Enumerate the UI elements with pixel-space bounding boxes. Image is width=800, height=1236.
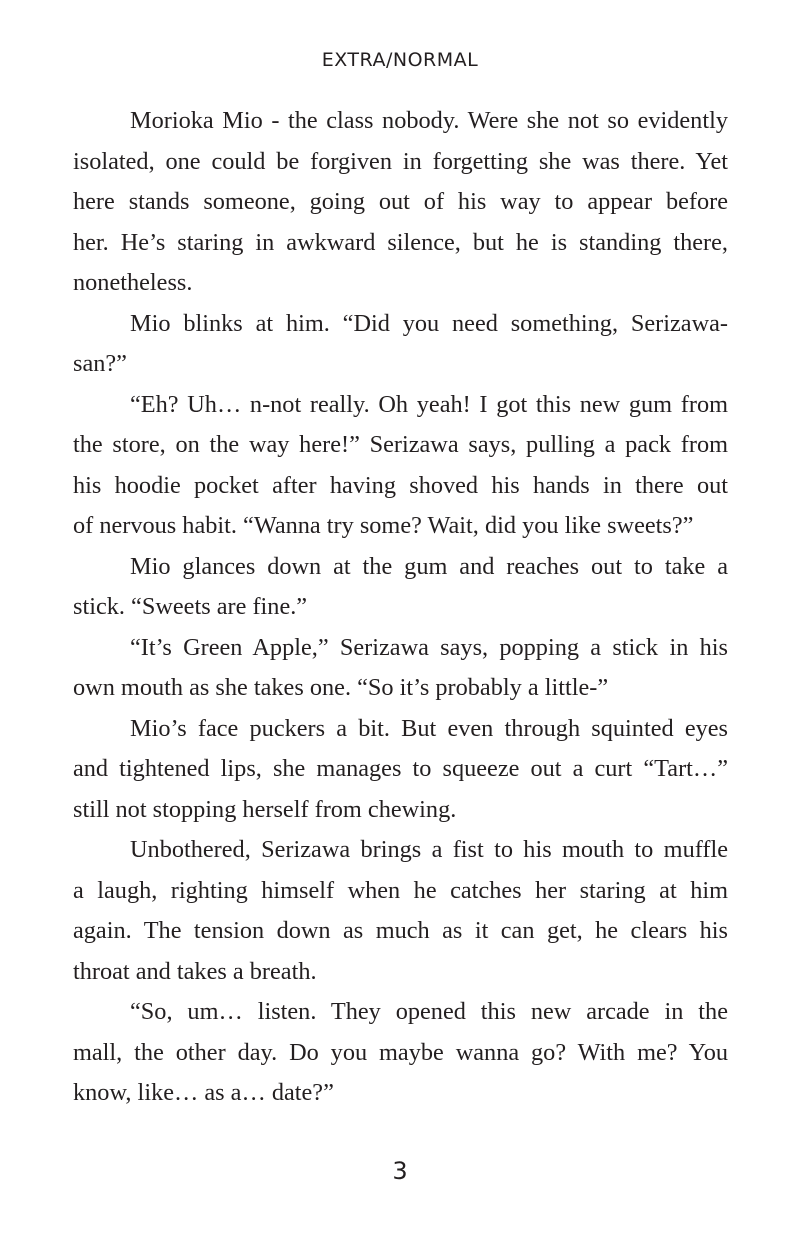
text-line: “Eh? Uh… n-not really. Oh yeah! I got this new gum from	[130, 390, 728, 418]
text-line: still not stopping herself from chewing.	[73, 795, 457, 823]
text-line: own mouth as she takes one. “So it’s probably a little-”	[73, 674, 609, 701]
text-line: stick. “Sweets are fine.”	[73, 593, 308, 620]
text-line: again. The tension down as much as it can get, he clears his	[73, 917, 728, 944]
text-line: her. He’s staring in awkward silence, but he is standing there,	[73, 228, 728, 256]
text-line: the store, on the way here!” Serizawa says, pulling a pack from	[73, 431, 728, 458]
text-line: Mio glances down at the gum and reaches out to take a	[130, 552, 728, 580]
paragraph-2	[73, 304, 728, 385]
text-line: san?”	[73, 350, 127, 377]
page-number: 3	[392, 1157, 408, 1185]
text-line: of nervous habit. “Wanna try some? Wait, did you like sweets?”	[73, 512, 694, 539]
text-line: “It’s Green Apple,” Serizawa says, popping a stick in his	[130, 633, 728, 661]
text-line: here stands someone, going out of his way to appear before	[73, 188, 728, 215]
text-line: his hoodie pocket after having shoved his hands in there out	[73, 471, 728, 499]
text-line: “So, um… listen. They opened this new arcade in the	[130, 998, 728, 1025]
text-line: a laugh, righting himself when he catches her staring at him	[73, 876, 728, 904]
text-line: know, like… as a… date?”	[73, 1079, 334, 1106]
text-line: Unbothered, Serizawa brings a fist to his mouth to muffle	[130, 836, 728, 863]
paragraph-8	[73, 992, 728, 1114]
text-line: Mio’s face puckers a bit. But even through squinted eyes	[130, 714, 728, 742]
body-text	[73, 101, 728, 1114]
paragraph-7	[73, 830, 728, 992]
paragraph-6	[73, 709, 728, 831]
paragraph-5	[73, 628, 728, 709]
paragraph-1	[73, 101, 728, 304]
text-line: throat and takes a breath.	[73, 957, 317, 985]
text-line: nonetheless.	[73, 269, 193, 296]
running-header: EXTRA/NORMAL	[321, 49, 479, 71]
text-line: and tightened lips, she manages to squeeze out a curt “Tart…”	[73, 755, 728, 782]
text-line: Morioka Mio - the class nobody. Were she not so evidently	[130, 107, 728, 134]
paragraph-4	[73, 547, 728, 628]
text-line: Mio blinks at him. “Did you need something, Serizawa-	[130, 309, 728, 337]
text-line: isolated, one could be forgiven in forgetting she was there. Yet	[73, 147, 728, 175]
paragraph-3	[73, 385, 728, 547]
text-line: mall, the other day. Do you maybe wanna go? With me? You	[73, 1038, 728, 1066]
